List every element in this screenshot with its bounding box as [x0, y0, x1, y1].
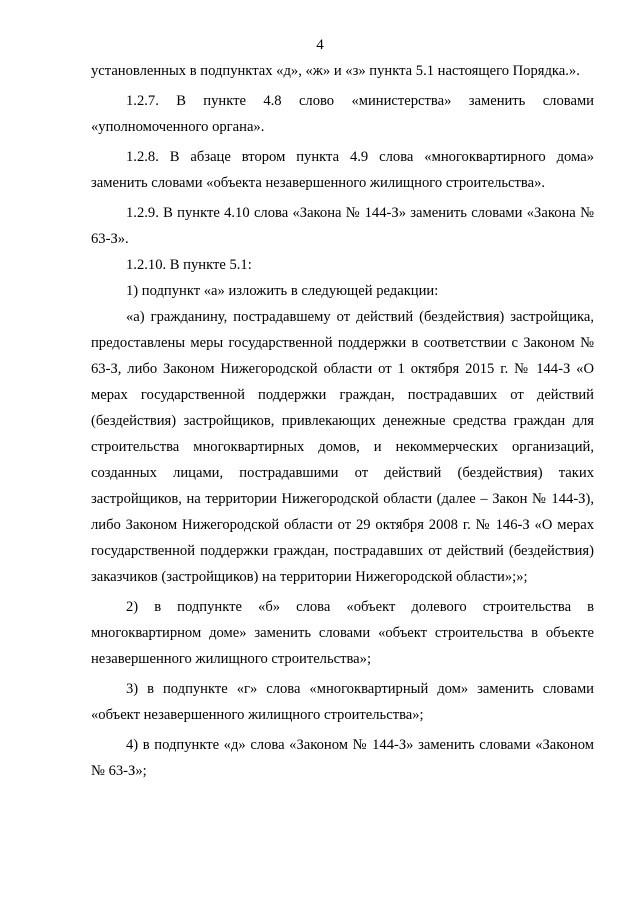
- paragraph-1-2-8: 1.2.8. В абзаце втором пункта 4.9 слова «многоквартирного дома» заменить словами «объекта незавершенного жилищного строительства».: [91, 149, 594, 191]
- paragraph-1-2-10: 1.2.10. В пункте 5.1:: [126, 257, 252, 273]
- paragraph-1-2-7: 1.2.7. В пункте 4.8 слово «министерства» заменить словами «уполномоченного органа».: [91, 93, 594, 135]
- paragraph-quoted-subitem-a: «а) гражданину, пострадавшему от действий (бездействия) застройщика, предоставлены меры государственной поддержки в соответствии с Законом № 63-З, либо Законом Нижегородской области от 1 октября 2015 г. № 144-З «О мерах государственной поддержки граждан, пострадавших от действий (бездействия) застройщиков, привлекающих денежные средства граждан для строительства многоквартирных домов, и некоммерческих организаций, созданных лицами, пострадавшими от действий (бездействия) таких застройщиков, на территории Нижегородской области (далее – Закон № 144-З), либо Законом Нижегородской области от 29 октября 2008 г. № 146-З «О мерах государственной поддержки граждан, пострадавших от действий (бездействия) заказчиков (застройщиков) на территории Нижегородской области»;»;: [91, 309, 594, 585]
- document-body: [91, 58, 594, 784]
- paragraph-subitem-1: 1) подпункт «а» изложить в следующей редакции:: [126, 283, 439, 299]
- paragraph-continuation: установленных в подпунктах «д», «ж» и «з» пункта 5.1 настоящего Порядка.».: [91, 63, 580, 79]
- paragraph-1-2-9: 1.2.9. В пункте 4.10 слова «Закона № 144-З» заменить словами «Закона № 63-З».: [91, 205, 594, 247]
- paragraph-subitem-3: 3) в подпункте «г» слова «многоквартирный дом» заменить словами «объект незавершенного жилищного строительства»;: [91, 681, 594, 723]
- paragraph-subitem-4: 4) в подпункте «д» слова «Законом № 144-З» заменить словами «Законом № 63-З»;: [91, 737, 594, 779]
- paragraph-subitem-2: 2) в подпункте «б» слова «объект долевого строительства в многоквартирном доме» заменить словами «объект строительства в объекте незавершенного жилищного строительства»;: [91, 599, 594, 667]
- page-number: 4: [316, 37, 324, 53]
